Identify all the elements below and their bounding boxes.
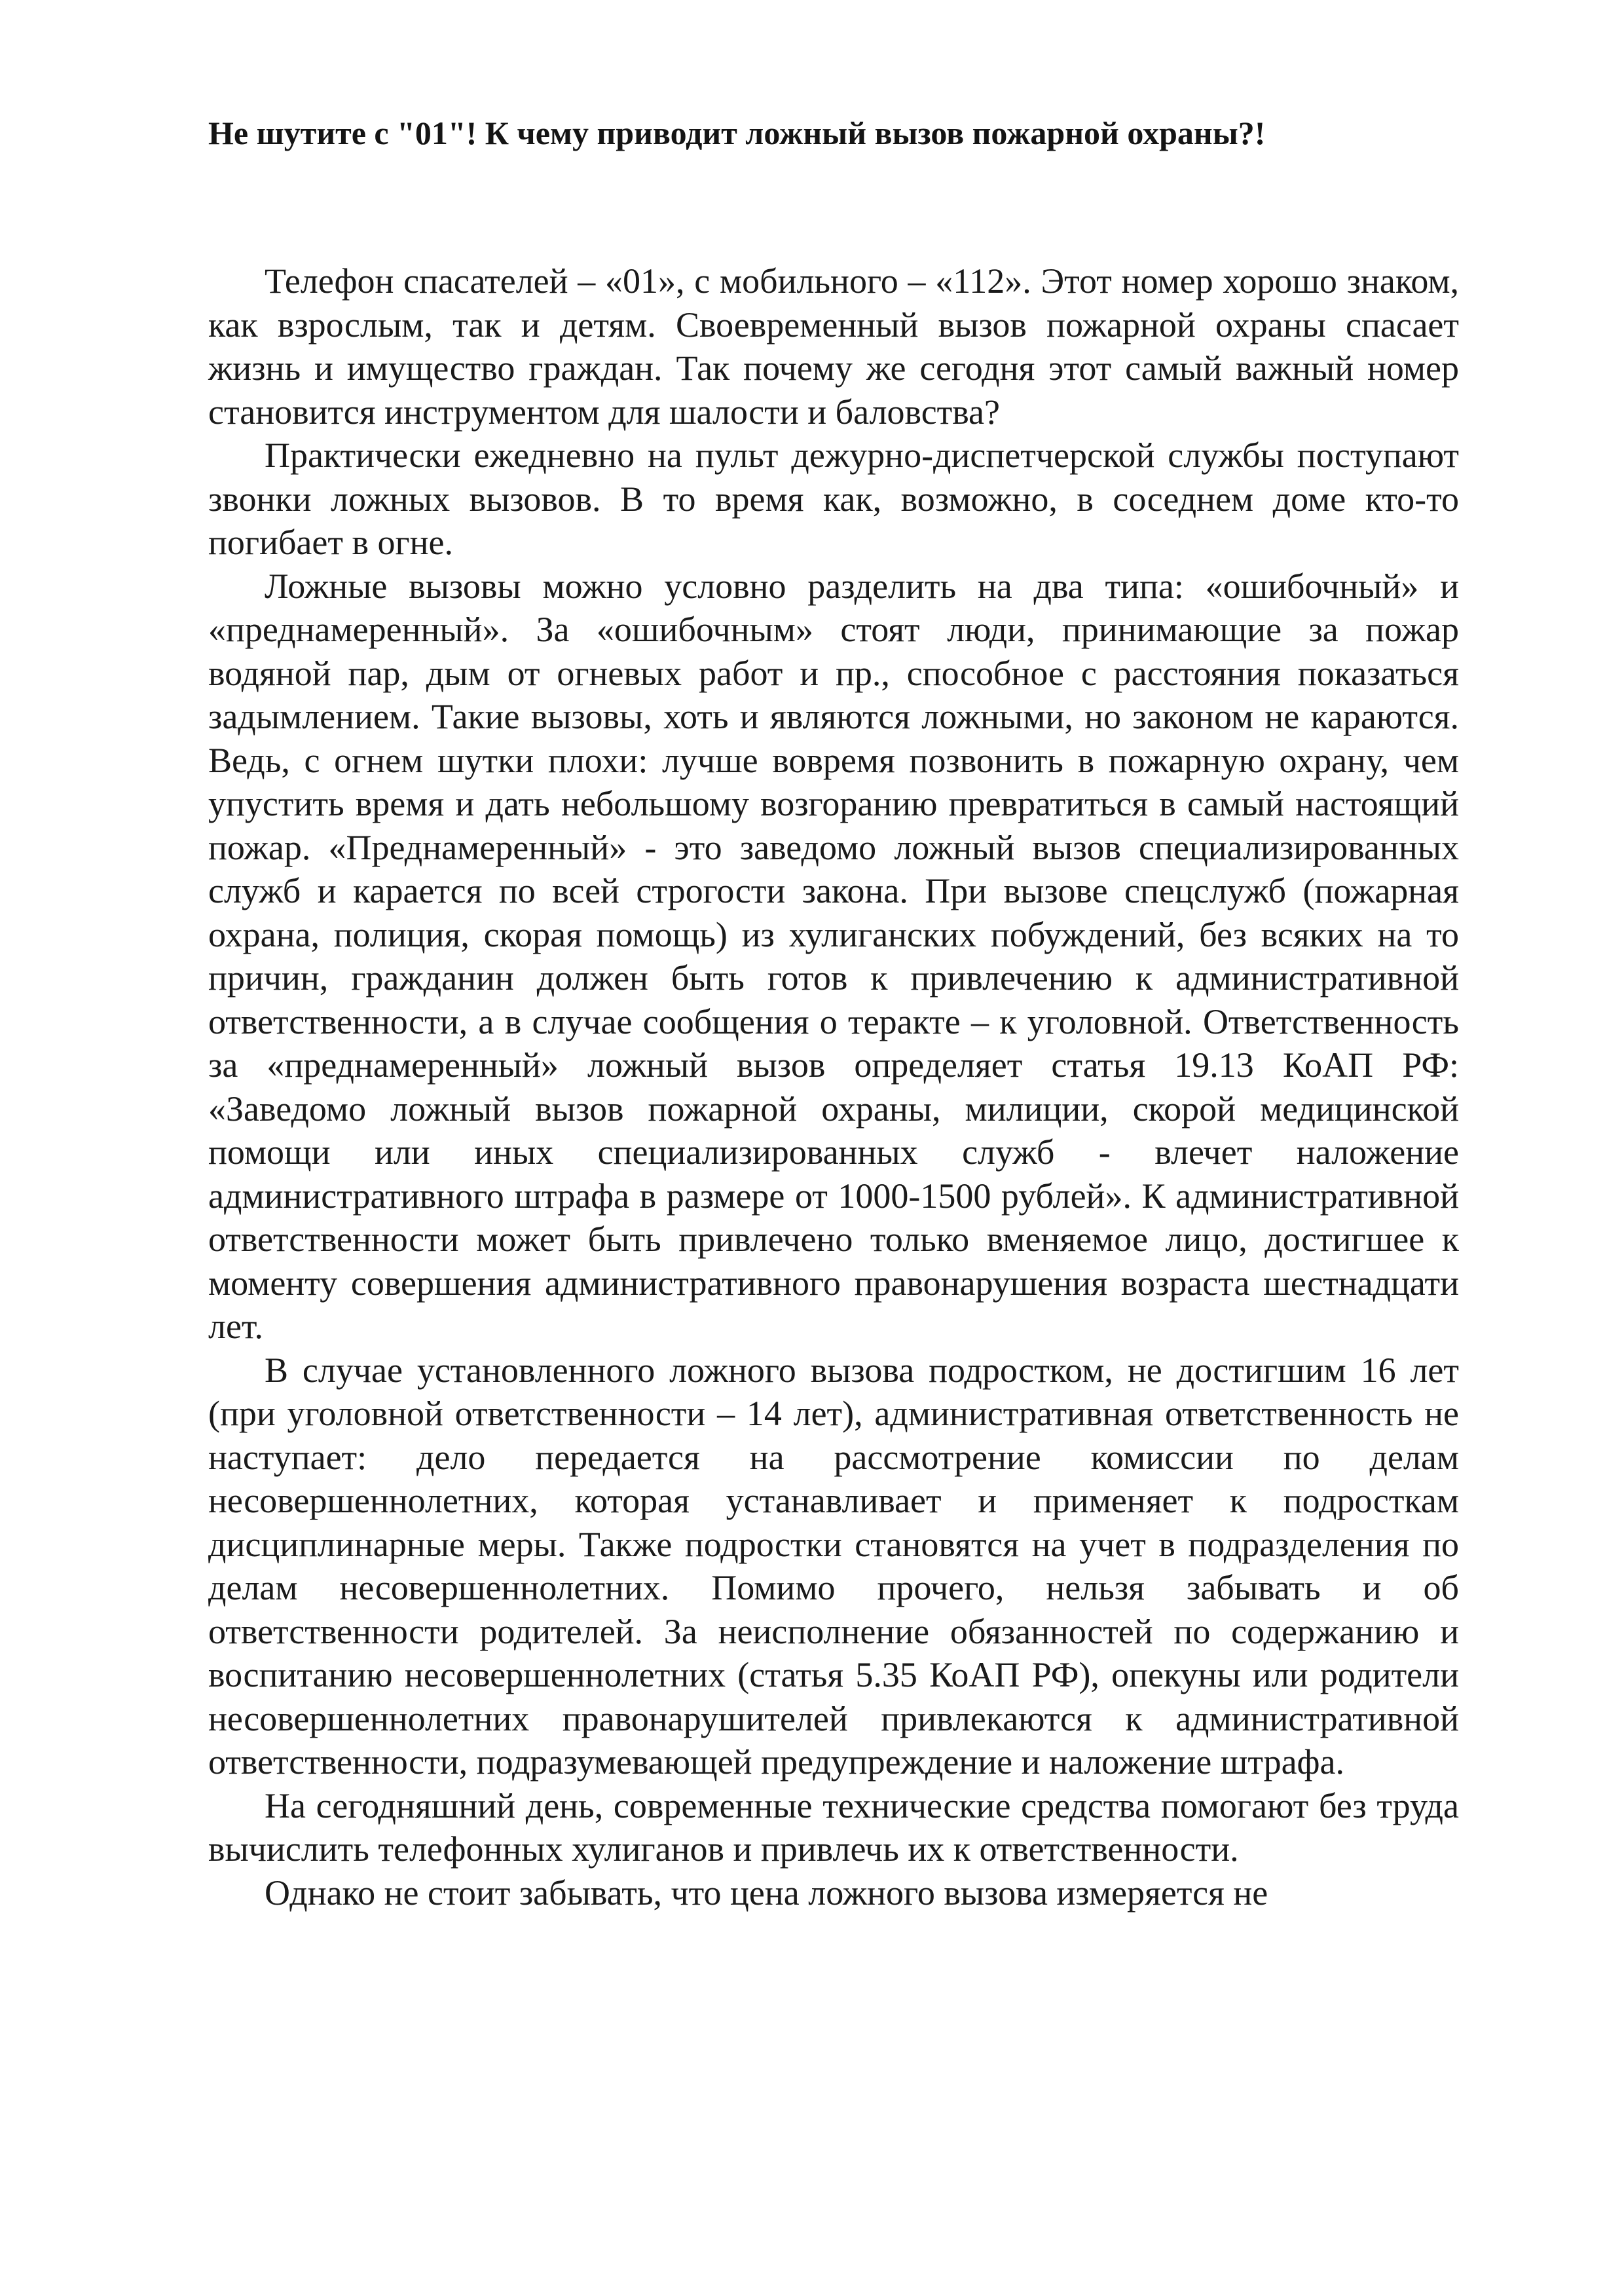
paragraph-1: Телефон спасателей – «01», с мобильного – «112». Этот номер хорошо знаком, как взрослым, так и детям. Своевременный вызов пожарной охраны спасает жизнь и имущество граждан. Так почему же сегодня этот самый важный номер становится инструментом для шалости и баловства? (208, 261, 1459, 432)
document-title: Не шутите с "01"! К чему приводит ложный вызов пожарной охраны?! (208, 115, 1266, 151)
paragraph-5: На сегодняшний день, современные технические средства помогают без труда вычислить телефонных хулиганов и привлечь их к ответственности. (208, 1785, 1459, 1869)
paragraph-4: В случае установленного ложного вызова подростком, не достигшим 16 лет (при уголовной ответственности – 14 лет), административная ответственность не наступает: дело передается на рассмотрение комиссии по делам несовершеннолетних, которая устанавливает и применяет к подросткам дисциплинарные меры. Также подростки становятся на учет в подразделения по делам несовершеннолетних. Помимо прочего, нельзя забывать и об ответственности родителей. За неисполнение обязанностей по содержанию и воспитанию несовершеннолетних (статья 5.35 КоАП РФ), опекуны или родители несовершеннолетних правонарушителей привлекаются к административной ответственности, подразумевающей предупреждение и наложение штрафа. (208, 1350, 1459, 1782)
paragraph-3: Ложные вызовы можно условно разделить на два типа: «ошибочный» и «преднамеренный». За «ошибочным» стоят люди, принимающие за пожар водяной пар, дым от огневых работ и пр., способное с расстояния показаться задымлением. Такие вызовы, хоть и являются ложными, но законом не караются. Ведь, с огнем шутки плохи: лучше вовремя позвонить в пожарную охрану, чем упустить время и дать небольшому возгоранию превратиться в самый настоящий пожар. «Преднамеренный» - это заведомо ложный вызов специализированных служб и карается по всей строгости закона. При вызове спецслужб (пожарная охрана, полиция, скорая помощь) из хулиганских побуждений, без всяких на то причин, гражданин должен быть готов к привлечению к административной ответственности, а в случае сообщения о теракте – к уголовной. Ответственность за «преднамеренный» ложный вызов определяет статья 19.13 КоАП РФ: «Заведомо ложный вызов пожарной охраны, милиции, скорой медицинской помощи или иных специализированных служб - влечет наложение административного штрафа в размере от 1000-1500 рублей». К административной ответственности может быть привлечено только вменяемое лицо, достигшее к моменту совершения административного правонарушения возраста шестнадцати лет. (208, 566, 1459, 1346)
paragraph-6: Однако не стоит забывать, что цена ложного вызова измеряется не (265, 1873, 1268, 1912)
paragraph-2: Практически ежедневно на пульт дежурно-диспетчерской службы поступают звонки ложных вызовов. В то время как, возможно, в соседнем доме кто-то погибает в огне. (208, 436, 1459, 562)
document-body (208, 259, 1459, 1914)
